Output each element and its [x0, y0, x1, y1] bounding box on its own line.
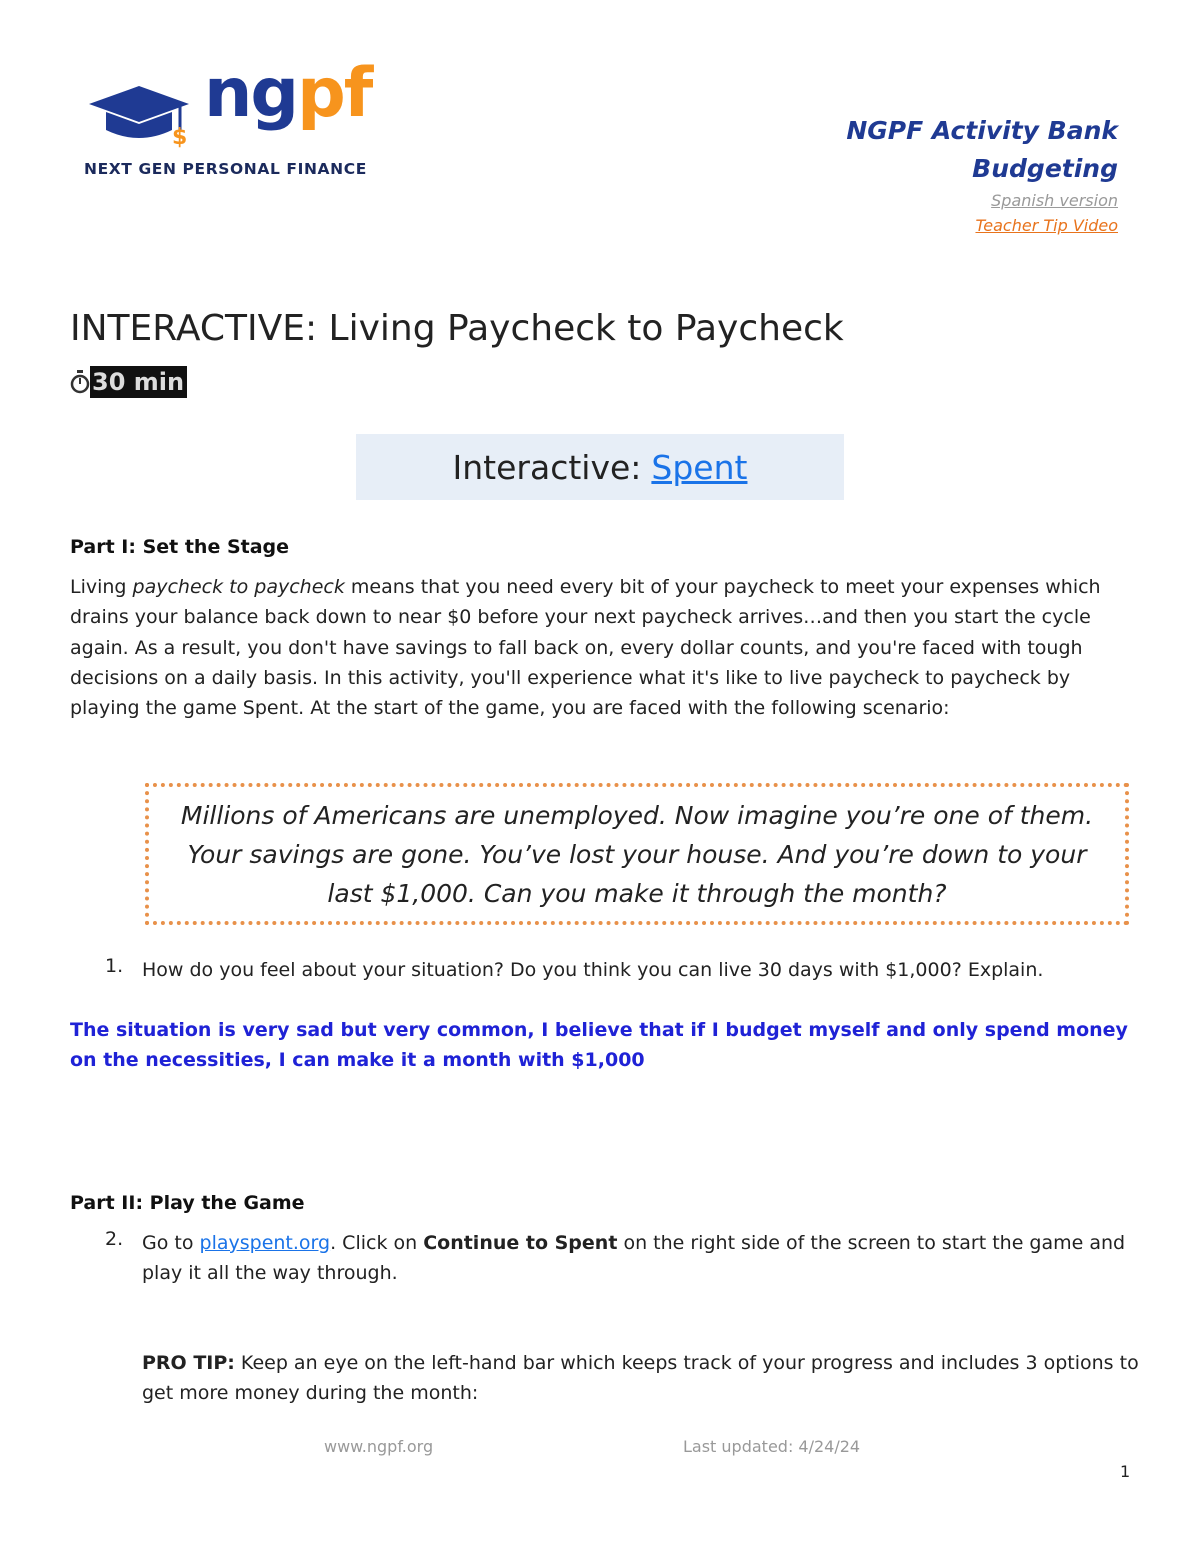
- page-number: 1: [1120, 1462, 1131, 1481]
- question2-number: 2.: [105, 1228, 124, 1250]
- logo-tagline: NEXT GEN PERSONAL FINANCE: [84, 160, 367, 178]
- question1-answer[interactable]: The situation is very sad but very common, I believe that if I budget myself and only spend money on the necessities, I can make it a month with $1,000: [70, 1019, 1128, 1072]
- duration-text: 30 min: [90, 366, 187, 398]
- pro-tip-label: PRO TIP:: [142, 1352, 235, 1374]
- part1-paragraph: Living paycheck to paycheck means that you need every bit of your paycheck to meet your expenses which drains your balance back down to near $0 before your next paycheck arrives…and then you start the cycle again. As a result, you don't have savings to fall back on, every dollar counts, and you're faced with tough decisions on a daily basis. In this activity, you'll experience what it's like to live paycheck to paycheck by playing the game Spent. At the start of the game, you are faced with the following scenario:: [70, 576, 1101, 720]
- ngpf-logo: [84, 54, 384, 182]
- part1-heading: Part I: Set the Stage: [70, 536, 290, 558]
- question1-text: How do you feel about your situation? Do you think you can live 30 days with $1,000? Explain.: [142, 959, 1044, 981]
- graduation-cap-icon: [84, 82, 199, 152]
- activity-bank-title: NGPF Activity Bank: [846, 116, 1118, 145]
- logo-wordmark: ngpf: [204, 54, 372, 133]
- topic-title: Budgeting: [972, 154, 1118, 183]
- duration-badge: [70, 366, 187, 398]
- question2-text: Go to playspent.org. Click on Continue to Spent on the right side of the screen to start the game and play it all the way through.: [142, 1232, 1126, 1285]
- teacher-tip-video-link[interactable]: Teacher Tip Video: [975, 216, 1118, 235]
- question1-number: 1.: [105, 955, 124, 977]
- scenario-quote: Millions of Americans are unemployed. Now imagine you’re one of them. Your savings are gone. You’ve lost your house. And you’re down to your last $1,000. Can you make it through the month?: [180, 800, 1094, 908]
- header-info: [846, 112, 1118, 238]
- playspent-link[interactable]: playspent.org: [199, 1232, 331, 1254]
- interactive-label: Interactive:: [452, 447, 642, 487]
- footer-url: www.ngpf.org: [324, 1437, 434, 1456]
- pro-tip: PRO TIP: Keep an eye on the left-hand bar which keeps track of your progress and includes 3 options to get more money during the month:: [142, 1352, 1139, 1405]
- spanish-version-link[interactable]: Spanish version: [991, 191, 1118, 210]
- svg-text:$: $: [172, 125, 188, 150]
- interactive-banner: [356, 434, 844, 500]
- spent-link[interactable]: Spent: [651, 447, 748, 487]
- footer-last-updated: Last updated: 4/24/24: [683, 1437, 861, 1456]
- scenario-quote-box: [145, 783, 1129, 925]
- page-title: INTERACTIVE: Living Paycheck to Paycheck: [70, 308, 844, 349]
- part2-heading: Part II: Play the Game: [70, 1192, 305, 1214]
- stopwatch-icon: [70, 366, 90, 398]
